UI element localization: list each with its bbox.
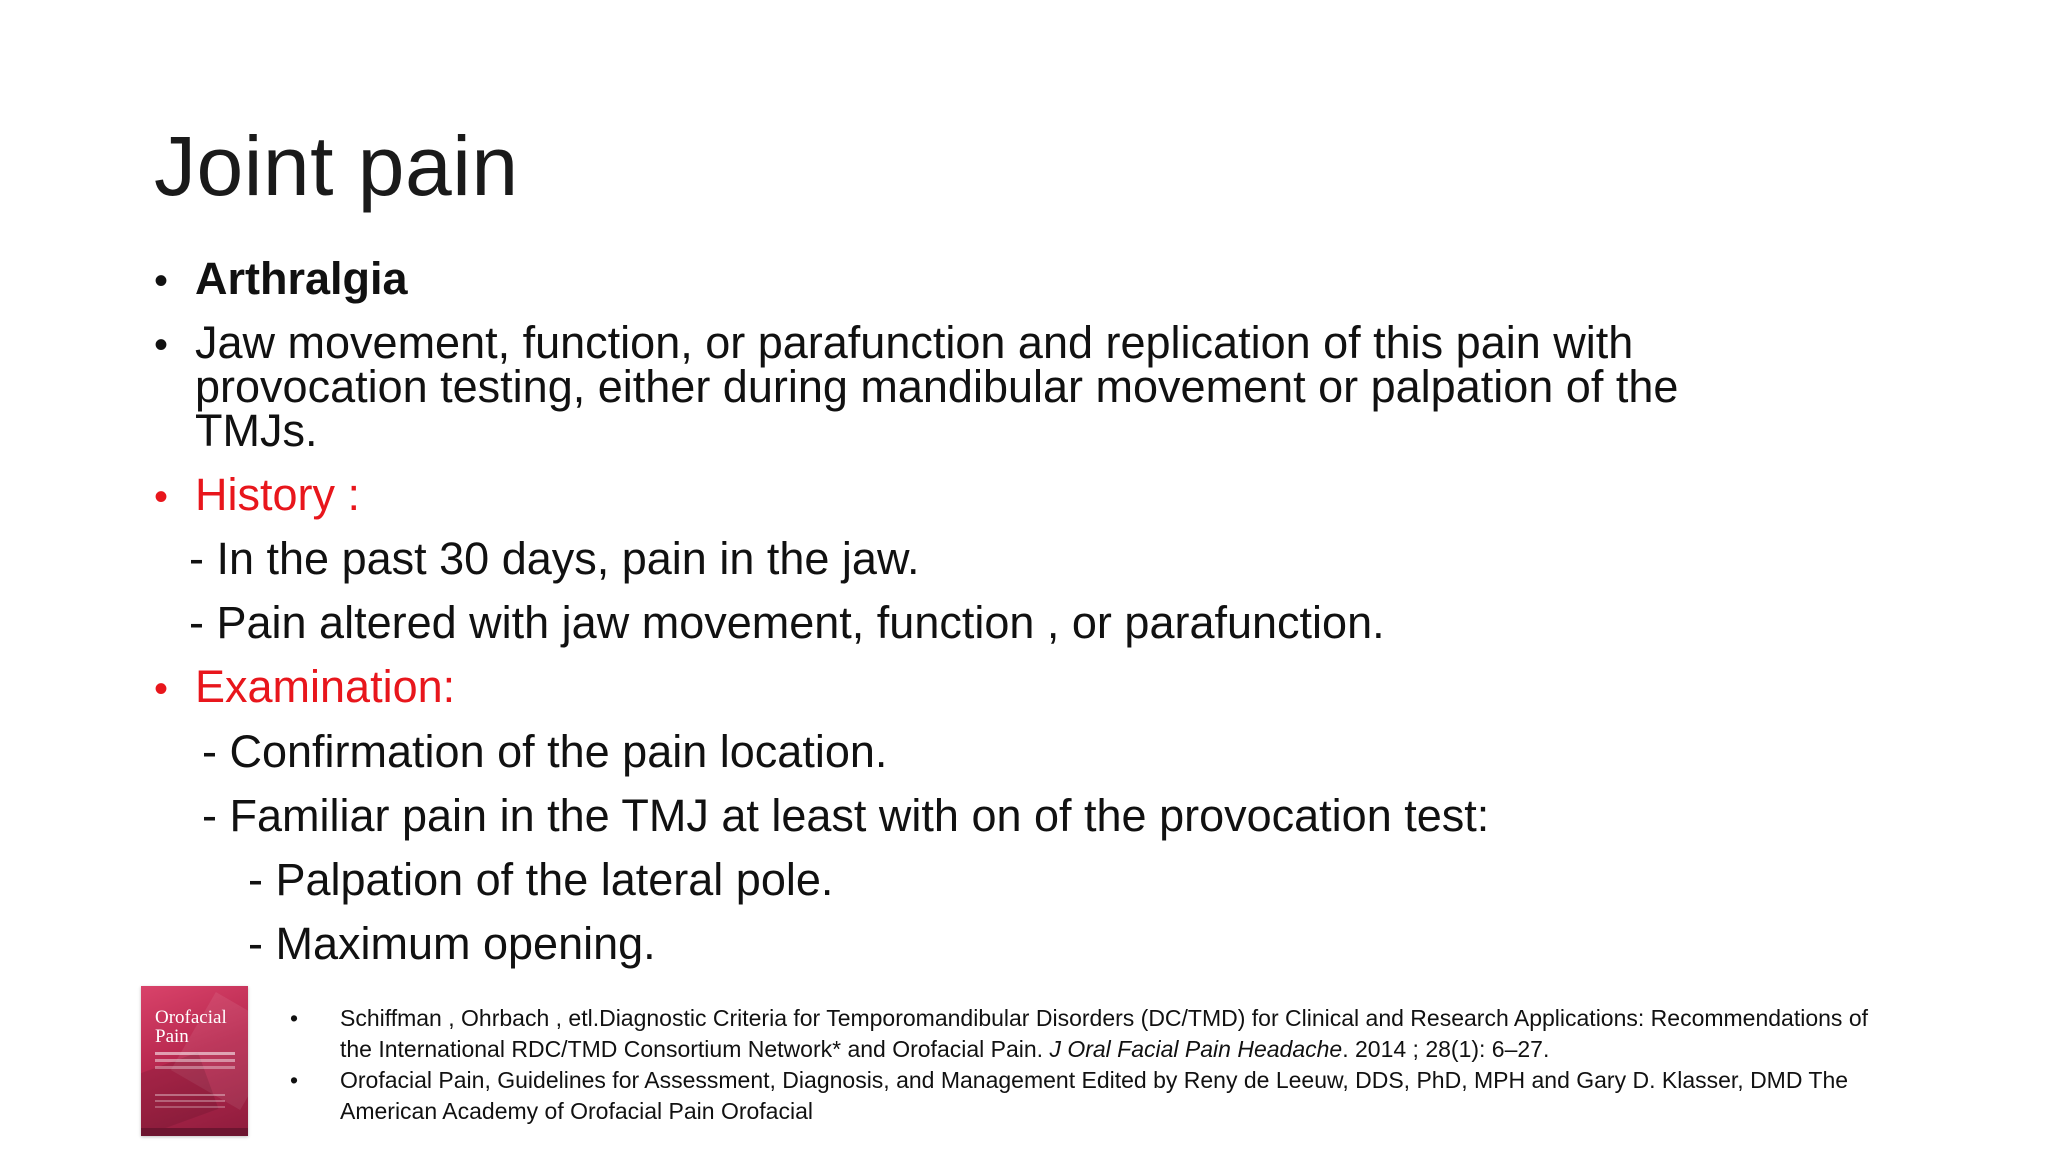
exam-point-2: - Familiar pain in the TMJ at least with on of the provocation test: bbox=[202, 790, 1490, 841]
history-heading: History : bbox=[195, 469, 361, 520]
exam-subpoint-1: - Palpation of the lateral pole. bbox=[248, 854, 834, 905]
book-cover-image bbox=[141, 986, 248, 1136]
bullet-dot-red: • bbox=[154, 475, 169, 519]
definition-line-3: TMJs. bbox=[195, 405, 318, 456]
definition-line-2: provocation testing, either during mandibular movement or palpation of the bbox=[195, 361, 1679, 412]
book-cover-title: Orofacial Pain bbox=[155, 1007, 227, 1047]
exam-subpoint-2: - Maximum opening. bbox=[248, 918, 656, 969]
arthralgia-heading: Arthralgia bbox=[195, 253, 408, 304]
exam-point-1: - Confirmation of the pain location. bbox=[202, 726, 888, 777]
journal-name: J Oral Facial Pain Headache bbox=[1049, 1036, 1343, 1062]
definition-line-1: Jaw movement, function, or parafunction and replication of this pain with bbox=[195, 317, 1634, 368]
reference-item: • Orofacial Pain, Guidelines for Assessment, Diagnosis, and Management Edited by Reny de Leeuw, DDS, PhD, MPH and Gary D. Klasser, DMD The American Academy of Orofacial Pain Orofacial bbox=[290, 1067, 1849, 1124]
slide-title: Joint pain bbox=[154, 119, 519, 213]
reference-item: • Schiffman , Ohrbach , etl.Diagnostic Criteria for Temporomandibular Disorders (DC/TMD) for Clinical and Research Applications: Recommendations of the International RDC/TMD Consortium Network* and Orofacial Pain. J Oral Facial Pain Headache. 2014 ; 28(1): 6–27. bbox=[290, 1005, 1868, 1062]
history-point-2: - Pain altered with jaw movement, function , or parafunction. bbox=[189, 597, 1385, 648]
bullet-dot: • bbox=[154, 259, 169, 303]
bullet-dot: • bbox=[290, 1005, 299, 1031]
references bbox=[290, 1003, 1890, 1127]
bullet-dot: • bbox=[154, 323, 169, 367]
history-point-1: - In the past 30 days, pain in the jaw. bbox=[189, 533, 920, 584]
bullet-dot-red: • bbox=[154, 667, 169, 711]
bullet-dot: • bbox=[290, 1067, 299, 1093]
examination-heading: Examination: bbox=[195, 661, 456, 712]
